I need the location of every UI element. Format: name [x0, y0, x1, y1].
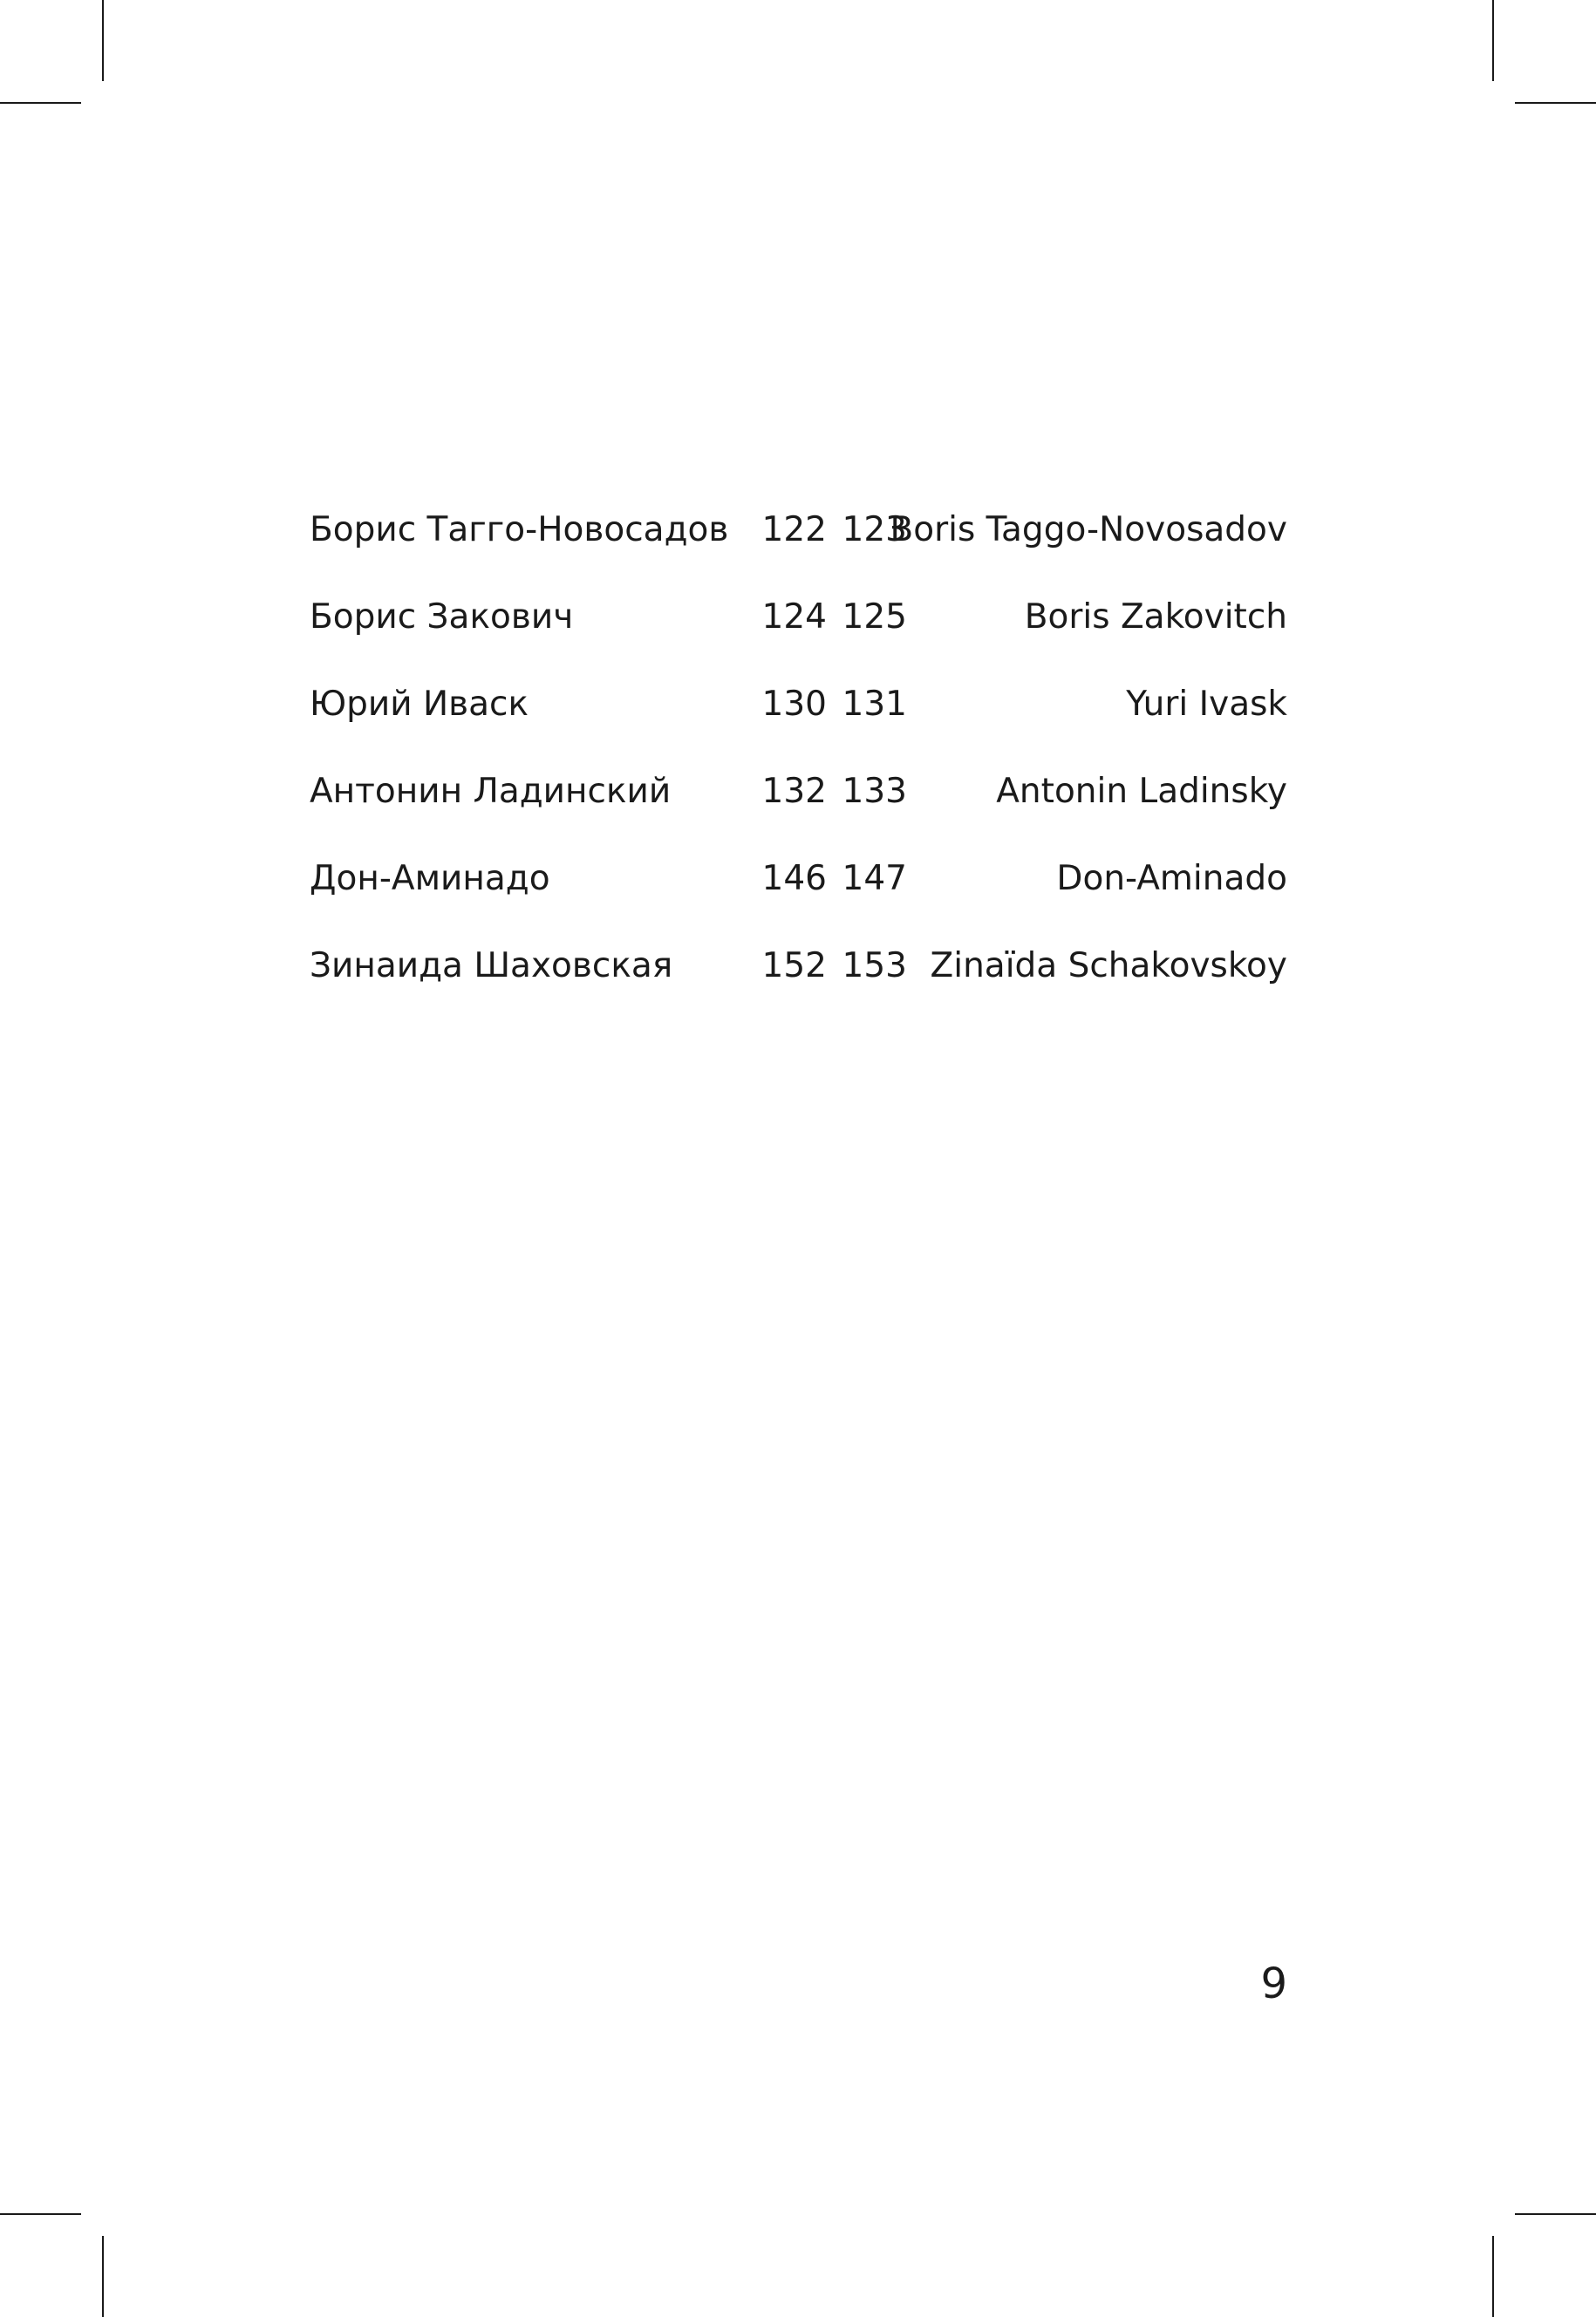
crop-mark-bottom-left-vertical [102, 2236, 104, 2317]
entry-english-name: Zinaïda Schakovskoy [930, 946, 1287, 985]
entry-page-right: 123 [842, 510, 907, 549]
crop-mark-bottom-right-vertical [1492, 2236, 1494, 2317]
toc-entry [310, 673, 1287, 760]
crop-mark-top-left-horizontal [0, 102, 81, 104]
crop-mark-top-left-vertical [102, 0, 104, 81]
crop-mark-bottom-right-horizontal [1515, 2213, 1596, 2215]
entry-russian-name: Борис Тагго-Новосадов [310, 510, 729, 549]
crop-mark-bottom-left-horizontal [0, 2213, 81, 2215]
toc-entry [310, 848, 1287, 935]
entry-page-left: 132 [761, 772, 827, 811]
entry-page-right: 125 [842, 597, 907, 637]
entry-english-name: Antonin Ladinsky [996, 772, 1287, 811]
entry-russian-name: Дон-Аминадо [310, 859, 550, 898]
table-of-contents [310, 499, 1287, 1022]
toc-entry [310, 935, 1287, 1022]
entry-page-left: 122 [761, 510, 827, 549]
entry-english-name: Don-Aminado [1056, 859, 1287, 898]
entry-page-right: 131 [842, 685, 907, 724]
toc-entry [310, 760, 1287, 848]
toc-entry [310, 499, 1287, 586]
entry-page-right: 133 [842, 772, 907, 811]
entry-english-name: Boris Zakovitch [1024, 597, 1287, 637]
entry-page-left: 146 [761, 859, 827, 898]
page-number: 9 [1260, 1959, 1287, 2008]
entry-page-left: 152 [761, 946, 827, 985]
entry-page-right: 153 [842, 946, 907, 985]
entry-russian-name: Антонин Ладинский [310, 772, 672, 811]
entry-page-right: 147 [842, 859, 907, 898]
entry-page-left: 124 [761, 597, 827, 637]
crop-mark-top-right-vertical [1492, 0, 1494, 81]
entry-english-name: Yuri Ivask [1126, 685, 1287, 724]
entry-russian-name: Борис Закович [310, 597, 574, 637]
entry-russian-name: Юрий Иваск [310, 685, 529, 724]
toc-entry [310, 586, 1287, 673]
entry-page-left: 130 [761, 685, 827, 724]
entry-english-name: Boris Taggo-Novosadov [890, 510, 1287, 549]
crop-mark-top-right-horizontal [1515, 102, 1596, 104]
entry-russian-name: Зинаида Шаховская [310, 946, 673, 985]
